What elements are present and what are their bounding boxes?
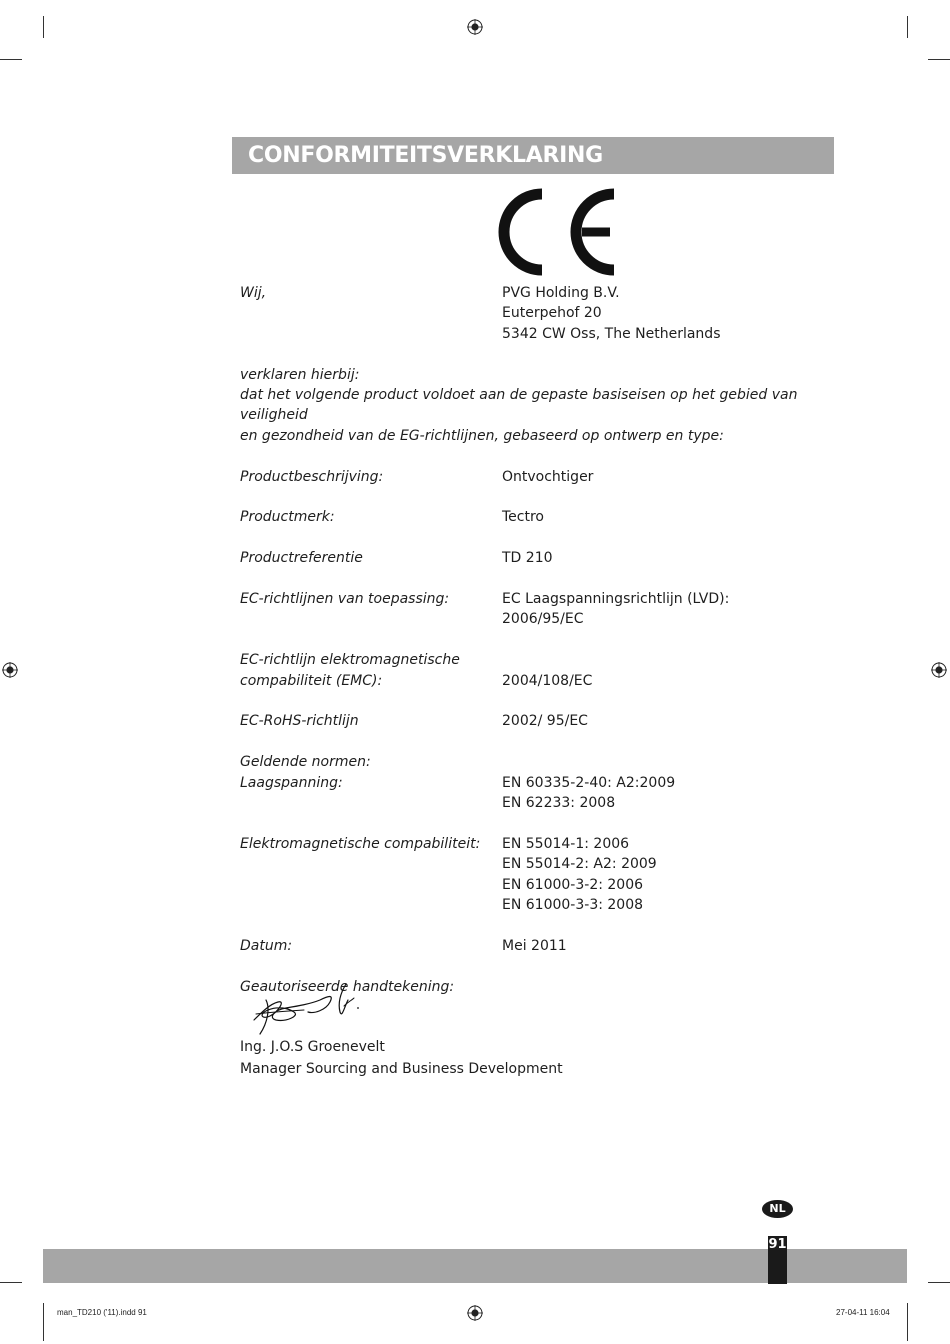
reference-label: Productreferentie: [240, 550, 363, 567]
declarant-address: [502, 283, 840, 344]
language-badge: NL: [762, 1200, 793, 1218]
field-row: [240, 589, 840, 630]
field-row: [240, 936, 840, 956]
ce-mark-icon: [498, 188, 620, 276]
signer-name: Ing. J.O.S Groenevelt: [240, 1039, 385, 1055]
crop-mark: [0, 1282, 22, 1283]
emc-norms-values: [502, 834, 840, 916]
description-value: Ontvochtiger: [502, 468, 594, 485]
signer-block: [240, 1036, 563, 1080]
company-street: Euterpehof 20: [502, 305, 602, 322]
rohs-label: EC-RoHS-richtlijn: [240, 713, 359, 730]
standard-item: EN 55014-2: A2: 2009: [502, 856, 657, 873]
field-row: [240, 671, 840, 691]
lvd-value: [502, 589, 840, 630]
field-row: [240, 773, 840, 814]
field-row: [240, 548, 840, 568]
slug-file: man_TD210 ('11).indd 91: [57, 1308, 147, 1317]
crop-mark: [0, 59, 22, 60]
crop-mark: [907, 16, 908, 38]
intro-heading: verklaren hierbij:: [240, 366, 360, 383]
emc-value: 2004/108/EC: [502, 672, 593, 689]
registration-mark-icon: [467, 19, 483, 35]
registration-mark-icon: [467, 1305, 483, 1321]
slug-datetime: 27-04-11 16:04: [836, 1308, 890, 1317]
field-row: [240, 467, 840, 487]
lvd-label: EC-richtlijnen van toepassing:: [240, 591, 450, 608]
emc-norms-label: Elektromagnetische compabiliteit:: [240, 835, 481, 852]
field-row: [240, 834, 840, 916]
emc-label-line-2: compabiliteit (EMC):: [240, 672, 383, 689]
company-city: 5342 CW Oss, The Netherlands: [502, 325, 721, 342]
description-label: Productbeschrijving:: [240, 468, 384, 485]
signer-position: Manager Sourcing and Business Development: [240, 1061, 563, 1077]
standard-item: EN 55014-1: 2006: [502, 835, 630, 852]
intro-line-2: en gezondheid van de EG-richtlijnen, gebaseerd op ontwerp en type:: [240, 427, 724, 444]
field-row: [240, 507, 840, 527]
emc-label-line-1: EC-richtlijn elektromagnetische: [240, 652, 460, 669]
crop-mark: [43, 16, 44, 38]
crop-mark: [907, 1303, 908, 1341]
crop-mark: [928, 1282, 950, 1283]
declaration-body: [240, 283, 840, 997]
brand-label: Productmerk:: [240, 509, 335, 526]
page-number: 91: [768, 1236, 787, 1284]
field-row: [240, 711, 840, 731]
standard-item: EN 61000-3-2: 2006: [502, 876, 644, 893]
norms-heading: Geldende normen:: [240, 754, 371, 771]
intro-line-1: dat het volgende product voldoet aan de gepaste basiseisen op het gebied van veiligheid: [240, 387, 798, 424]
signature-label: Geautoriseerde handtekening:: [240, 978, 455, 995]
registration-mark-icon: [2, 662, 18, 678]
rohs-value: 2002/ 95/EC: [502, 713, 588, 730]
lvd-value-line-2: 2006/95/EC: [502, 611, 584, 628]
declarant-row: [240, 283, 840, 344]
field-row: [240, 752, 840, 772]
standard-item: EN 60335-2-40: A2:2009: [502, 774, 676, 791]
crop-mark: [928, 59, 950, 60]
low-voltage-values: [502, 773, 840, 814]
date-label: Datum:: [240, 937, 293, 954]
crop-mark: [43, 1303, 44, 1341]
standard-item: EN 62233: 2008: [502, 795, 616, 812]
handwritten-signature: [248, 978, 368, 1040]
date-value: Mei 2011: [502, 937, 567, 954]
lvd-value-line-1: EC Laagspanningsrichtlijn (LVD):: [502, 591, 730, 608]
company-name: PVG Holding B.V.: [502, 285, 620, 301]
field-row: [240, 650, 840, 670]
page-title: CONFORMITEITSVERKLARING: [232, 137, 834, 174]
standard-item: EN 61000-3-3: 2008: [502, 897, 644, 914]
registration-mark-icon: [931, 662, 947, 678]
declarant-label: Wij,: [240, 285, 267, 301]
brand-value: Tectro: [502, 509, 544, 526]
low-voltage-label: Laagspanning:: [240, 774, 343, 791]
reference-value: TD 210: [502, 550, 553, 567]
